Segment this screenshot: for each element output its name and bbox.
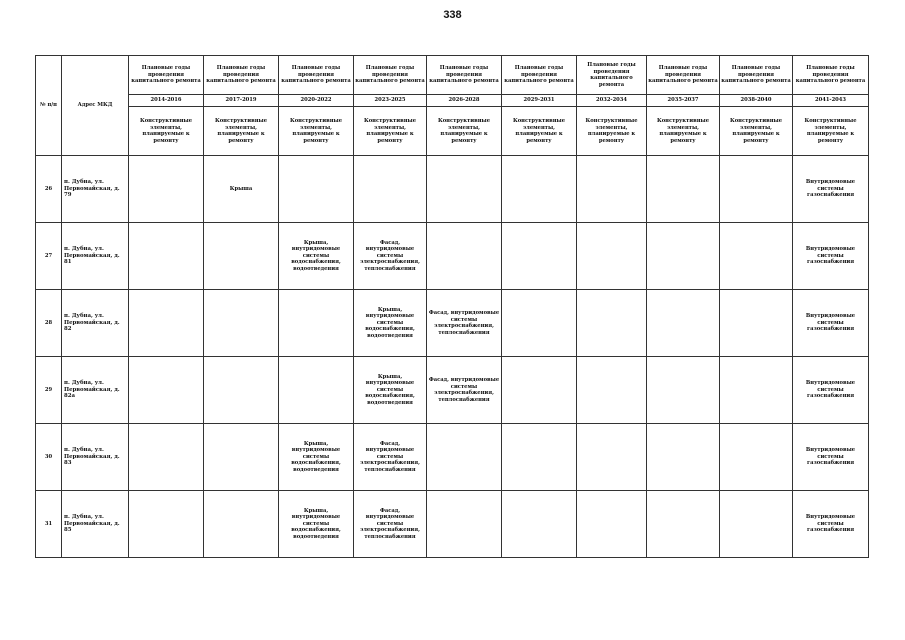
header-period: 2038-2040 — [720, 95, 793, 107]
repair-cell — [354, 156, 427, 223]
repair-cell — [720, 491, 793, 558]
header-plan-label: Плановые годы проведения капитального ремонта — [204, 56, 279, 95]
header-period: 2032-2034 — [577, 95, 647, 107]
repair-cell — [720, 424, 793, 491]
repair-cell: Внутридомовые системы газоснабжения — [793, 156, 869, 223]
repair-cell — [577, 156, 647, 223]
repair-cell: Внутридомовые системы газоснабжения — [793, 424, 869, 491]
repair-cell — [577, 290, 647, 357]
header-period: 2017-2019 — [204, 95, 279, 107]
table-row — [36, 424, 869, 491]
header-subheading: Конструктивные элементы, планируемые к ремонту — [577, 107, 647, 156]
repair-cell — [427, 156, 502, 223]
page-number: 338 — [443, 9, 462, 21]
header-subheading: Конструктивные элементы, планируемые к ремонту — [793, 107, 869, 156]
row-address: п. Дубна, ул. Первомайская, д. 85 — [62, 491, 129, 558]
header-period: 2023-2025 — [354, 95, 427, 107]
row-number: 27 — [36, 223, 62, 290]
repair-cell: Фасад, внутридомовые системы электроснабжения, теплоснабжения — [427, 357, 502, 424]
repair-cell — [577, 223, 647, 290]
repair-cell: Крыша, внутридомовые системы водоснабжения, водоотведения — [279, 424, 354, 491]
repair-cell — [502, 223, 577, 290]
header-subheading: Конструктивные элементы, планируемые к ремонту — [720, 107, 793, 156]
repair-cell: Крыша, внутридомовые системы водоснабжения, водоотведения — [354, 290, 427, 357]
repair-cell — [647, 491, 720, 558]
header-plan-label: Плановые годы проведения капитального ремонта — [793, 56, 869, 95]
table-row — [36, 290, 869, 357]
repair-cell — [720, 156, 793, 223]
repair-cell — [204, 223, 279, 290]
repair-cell: Крыша, внутридомовые системы водоснабжения, водоотведения — [354, 357, 427, 424]
repair-cell: Внутридомовые системы газоснабжения — [793, 290, 869, 357]
header-subheading: Конструктивные элементы, планируемые к ремонту — [647, 107, 720, 156]
repair-cell — [427, 223, 502, 290]
repair-cell — [647, 223, 720, 290]
repair-cell — [647, 156, 720, 223]
header-plan-label: Плановые годы проведения капитального ремонта — [129, 56, 204, 95]
repair-cell — [647, 357, 720, 424]
row-number: 29 — [36, 357, 62, 424]
repair-cell — [129, 357, 204, 424]
repair-cell — [279, 357, 354, 424]
row-address: п. Дубна, ул. Первомайская, д. 82 — [62, 290, 129, 357]
repair-cell — [577, 424, 647, 491]
repair-cell: Внутридомовые системы газоснабжения — [793, 223, 869, 290]
repair-cell — [502, 491, 577, 558]
table-row — [36, 491, 869, 558]
repair-cell: Фасад, внутридомовые системы электроснабжения, теплоснабжения — [354, 223, 427, 290]
repair-cell — [129, 223, 204, 290]
header-subheading: Конструктивные элементы, планируемые к ремонту — [354, 107, 427, 156]
repair-cell: Крыша — [204, 156, 279, 223]
repair-cell: Крыша, внутридомовые системы водоснабжения, водоотведения — [279, 491, 354, 558]
repair-cell — [502, 290, 577, 357]
table-row — [36, 156, 869, 223]
repair-cell — [502, 424, 577, 491]
repair-cell: Внутридомовые системы газоснабжения — [793, 491, 869, 558]
header-no: № п/п — [36, 56, 62, 156]
repair-cell — [720, 290, 793, 357]
row-address: п. Дубна, ул. Первомайская, д. 83 — [62, 424, 129, 491]
repair-cell — [129, 424, 204, 491]
row-address: п. Дубна, ул. Первомайская, д. 82а — [62, 357, 129, 424]
row-number: 31 — [36, 491, 62, 558]
repair-cell — [720, 223, 793, 290]
header-subheading: Конструктивные элементы, планируемые к ремонту — [129, 107, 204, 156]
row-address: п. Дубна, ул. Первомайская, д. 79 — [62, 156, 129, 223]
repair-cell — [279, 290, 354, 357]
header-period: 2029-2031 — [502, 95, 577, 107]
header-plan-label: Плановые годы проведения капитального ремонта — [354, 56, 427, 95]
repair-cell — [502, 156, 577, 223]
repair-cell — [577, 491, 647, 558]
repair-cell — [427, 491, 502, 558]
header-plan-label: Плановые годы проведения капитального ремонта — [502, 56, 577, 95]
header-subheading: Конструктивные элементы, планируемые к ремонту — [204, 107, 279, 156]
header-period: 2026-2028 — [427, 95, 502, 107]
capital-repair-table — [35, 55, 869, 558]
header-plan-label: Плановые годы проведения капитального ремонта — [279, 56, 354, 95]
repair-cell — [129, 156, 204, 223]
repair-cell — [577, 357, 647, 424]
repair-cell — [427, 424, 502, 491]
header-address: Адрес МКД — [62, 56, 129, 156]
repair-cell — [204, 491, 279, 558]
repair-cell — [279, 156, 354, 223]
header-period: 2041-2043 — [793, 95, 869, 107]
repair-cell — [204, 290, 279, 357]
row-address: п. Дубна, ул. Первомайская, д. 81 — [62, 223, 129, 290]
repair-cell — [720, 357, 793, 424]
header-period: 2020-2022 — [279, 95, 354, 107]
header-period: 2014-2016 — [129, 95, 204, 107]
header-plan-label: Плановые годы проведения капитального ремонта — [427, 56, 502, 95]
header-subheading: Конструктивные элементы, планируемые к ремонту — [427, 107, 502, 156]
repair-cell: Внутридомовые системы газоснабжения — [793, 357, 869, 424]
repair-cell: Крыша, внутридомовые системы водоснабжения, водоотведения — [279, 223, 354, 290]
repair-cell — [129, 290, 204, 357]
header-plan-label: Плановые годы проведения капитального ремонта — [577, 56, 647, 95]
repair-cell — [204, 424, 279, 491]
repair-cell — [204, 357, 279, 424]
header-subheading: Конструктивные элементы, планируемые к ремонту — [279, 107, 354, 156]
row-number: 26 — [36, 156, 62, 223]
repair-cell: Фасад, внутридомовые системы электроснабжения, теплоснабжения — [427, 290, 502, 357]
row-number: 30 — [36, 424, 62, 491]
header-plan-label: Плановые годы проведения капитального ремонта — [720, 56, 793, 95]
repair-cell — [647, 290, 720, 357]
header-plan-label: Плановые годы проведения капитального ремонта — [647, 56, 720, 95]
header-subheading: Конструктивные элементы, планируемые к ремонту — [502, 107, 577, 156]
table-row — [36, 223, 869, 290]
table-row — [36, 357, 869, 424]
repair-cell — [502, 357, 577, 424]
repair-cell: Фасад, внутридомовые системы электроснабжения, теплоснабжения — [354, 491, 427, 558]
row-number: 28 — [36, 290, 62, 357]
header-period: 2035-2037 — [647, 95, 720, 107]
repair-cell — [129, 491, 204, 558]
repair-cell — [647, 424, 720, 491]
repair-cell: Фасад, внутридомовые системы электроснабжения, теплоснабжения — [354, 424, 427, 491]
